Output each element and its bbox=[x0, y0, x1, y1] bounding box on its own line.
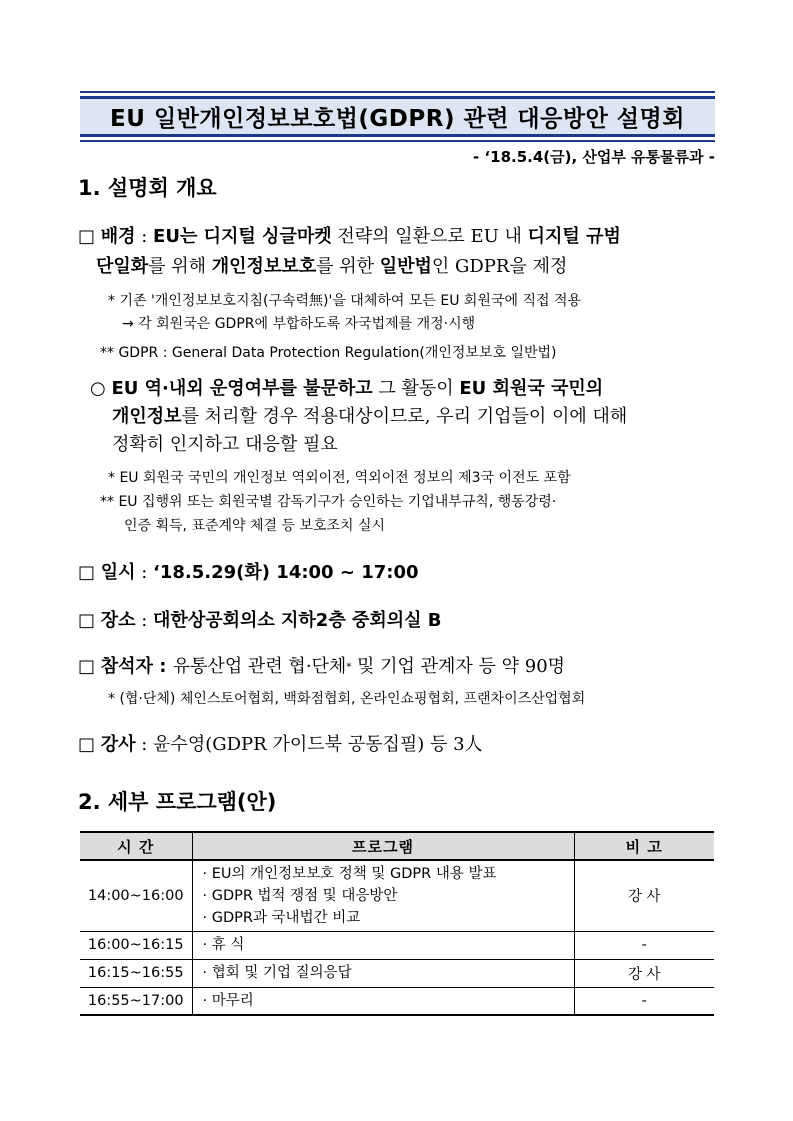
row-time: 14:00~16:00 bbox=[80, 860, 192, 931]
place-value: 대한상공회의소 지하2층 중회의실 B bbox=[153, 610, 442, 631]
table-header-row bbox=[80, 832, 714, 860]
table-row bbox=[80, 959, 714, 987]
table-row bbox=[80, 987, 714, 1015]
attendees-note: * (협·단체) 체인스토어협회, 백화점협회, 온라인쇼핑협회, 프랜차이즈산업협회 bbox=[108, 691, 586, 707]
background-note1-cont: → 각 회원국은 GDPR에 부합하도록 자국법제를 개정·시행 bbox=[122, 316, 476, 332]
document-title: EU 일반개인정보보호법(GDPR) 관련 대응방안 설명회 bbox=[110, 106, 685, 132]
background-label: 배경 bbox=[100, 226, 136, 247]
speaker-value: 윤수영(GDPR 가이드북 공동집필) 등 3人 bbox=[153, 734, 483, 755]
row-program: · EU의 개인정보보호 정책 및 GDPR 내용 발표 · GDPR 법적 쟁점 및 대응방안 · GDPR과 국내법간 비교 bbox=[192, 860, 574, 931]
section2-heading: 2. 세부 프로그램(안) bbox=[78, 790, 277, 814]
date-line: □ 일시 : ‘18.5.29(화) 14:00 ~ 17:00 bbox=[78, 562, 419, 583]
speaker-label: 강사 bbox=[100, 734, 136, 755]
circle-bullet: ○ bbox=[90, 378, 106, 399]
document-subtitle: - ‘18.5.4(금), 산업부 유통물류과 - bbox=[472, 148, 715, 166]
attendees-line: □ 참석자 : 유통산업 관련 협·단체* 및 기업 관계자 등 약 90명 bbox=[78, 656, 566, 677]
row-note: 강 사 bbox=[574, 959, 714, 987]
scope-line3: 정확히 인지하고 대응할 필요 bbox=[112, 434, 338, 455]
scope-note1: * EU 회원국 국민의 개인정보 역외이전, 역외이전 정보의 제3국 이전도 포함 bbox=[108, 470, 571, 486]
scope-line1: ○ EU 역·내외 운영여부를 불문하고 그 활동이 EU 회원국 국민의 bbox=[90, 378, 604, 399]
date-value: ‘18.5.29(화) 14:00 ~ 17:00 bbox=[153, 562, 419, 583]
program-table bbox=[80, 831, 714, 1016]
section1-heading: 1. 설명회 개요 bbox=[78, 176, 217, 200]
background-line1: □ 배경 : EU는 디지털 싱글마켓 전략의 일환으로 EU 내 디지털 규범 bbox=[78, 226, 621, 247]
speaker-line: □ 강사 : 윤수영(GDPR 가이드북 공동집필) 등 3人 bbox=[78, 734, 483, 755]
background-note2: ** GDPR : General Data Protection Regulation(개인정보보호 일반법) bbox=[100, 345, 557, 361]
scope-note2-cont: 인증 획득, 표준계약 체결 등 보호조치 실시 bbox=[124, 518, 386, 534]
place-label: 장소 bbox=[100, 610, 136, 631]
row-time: 16:00~16:15 bbox=[80, 931, 192, 959]
date-label: 일시 bbox=[100, 562, 136, 583]
header-time: 시 간 bbox=[80, 832, 192, 860]
scope-line2: 개인정보를 처리할 경우 적용대상이므로, 우리 기업들이 이에 대해 bbox=[112, 406, 628, 427]
row-program: · 협회 및 기업 질의응답 bbox=[192, 959, 574, 987]
attendees-label: 참석자 bbox=[100, 656, 153, 677]
scope-note2: ** EU 집행위 또는 회원국별 감독기구가 승인하는 기업내부규칙, 행동강령· bbox=[100, 494, 557, 510]
row-program: · 마무리 bbox=[192, 987, 574, 1015]
table-row bbox=[80, 860, 714, 931]
row-note: - bbox=[574, 931, 714, 959]
row-note: 강 사 bbox=[574, 860, 714, 931]
row-note: - bbox=[574, 987, 714, 1015]
table-row bbox=[80, 931, 714, 959]
row-time: 16:55~17:00 bbox=[80, 987, 192, 1015]
background-note1: * 기존 '개인정보보호지침(구속력無)'을 대체하여 모든 EU 회원국에 직접 적용 bbox=[108, 293, 581, 309]
row-time: 16:15~16:55 bbox=[80, 959, 192, 987]
square-bullet: □ bbox=[78, 226, 96, 247]
background-line2: 단일화를 위해 개인정보보호를 위한 일반법인 GDPR을 제정 bbox=[96, 256, 568, 277]
document-title-box bbox=[80, 96, 715, 137]
place-line: □ 장소 : 대한상공회의소 지하2층 중회의실 B bbox=[78, 610, 442, 631]
header-note: 비 고 bbox=[574, 832, 714, 860]
header-program: 프로그램 bbox=[192, 832, 574, 860]
row-program: · 휴 식 bbox=[192, 931, 574, 959]
